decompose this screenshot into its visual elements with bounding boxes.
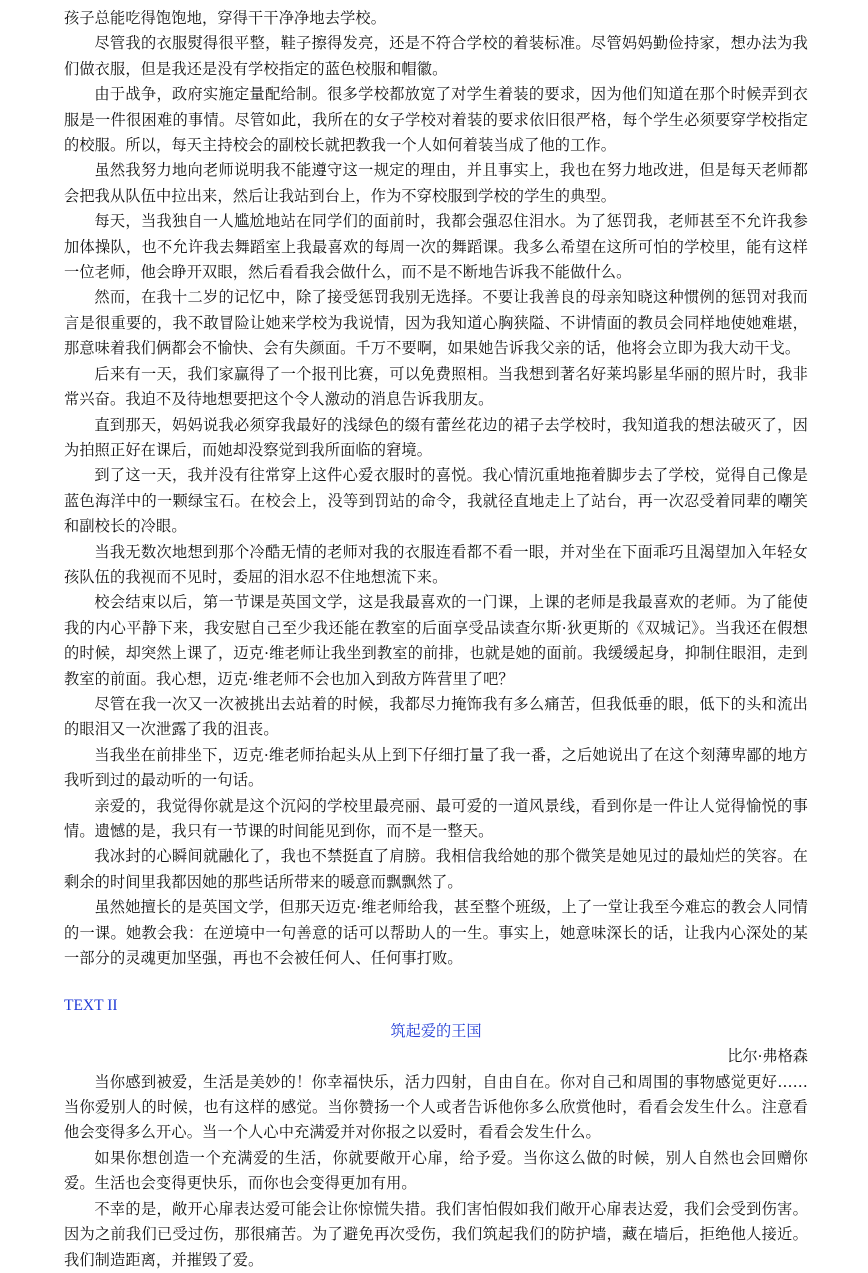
paragraph: 然而，在我十二岁的记忆中，除了接受惩罚我别无选择。不要让我善良的母亲知晓这种惯例的惩罚对我而言是很重要的，我不敢冒险让她来学校为我说情，因为我知道心胸狭隘、不讲情面的教员会同样地使她难堪，那意味着我们俩都会不愉快、会有失颜面。千万不要啊，如果她告诉我父亲的话，他将会立即为我大动干戈。 <box>64 288 808 358</box>
paragraph: 不幸的是，敞开心扉表达爱可能会让你惊慌失措。我们害怕假如我们敞开心扉表达爱，我们会受到伤害。因为之前我们已受过伤，那很痛苦。为了避免再次受伤，我们筑起我们的防护墙，藏在墙后，拒绝他人接近。我们制造距离，并摧毁了爱。 <box>64 1199 808 1269</box>
paragraph: 后来有一天，我们家赢得了一个报刊比赛，可以免费照相。当我想到著名好莱坞影星华丽的照片时，我非常兴奋。我迫不及待地想要把这个令人激动的消息告诉我朋友。 <box>64 364 808 409</box>
section-label: TEXT II <box>64 997 118 1015</box>
paragraph: 由于战争，政府实施定量配给制。很多学校都放宽了对学生着装的要求，因为他们知道在那个时候弄到衣服是一件很困难的事情。尽管如此，我所在的女子学校对着装的要求依旧很严格，每个学生必须要穿学校指定的校服。所以，每天主持校会的副校长就把教我一个人如何着装当成了他的工作。 <box>64 85 808 155</box>
document-page <box>64 6 808 1273</box>
paragraph: 我冰封的心瞬间就融化了，我也不禁挺直了肩膀。我相信我给她的那个微笑是她见过的最灿烂的笑容。在剩余的时间里我都因她的那些话所带来的暖意而飘飘然了。 <box>64 847 808 891</box>
article-author: 比尔·弗格森 <box>727 1047 808 1066</box>
paragraph: 当你感到被爱，生活是美妙的！你幸福快乐，活力四射，自由自在。你对自己和周围的事物感觉更好……当你爱别人的时候，也有这样的感觉。当你赞扬一个人或者告诉他你多么欣赏他时，看看会发生什么。注意看他会变得多么开心。当一个人心中充满爱并对你报之以爱时，看看会发生什么。 <box>64 1072 808 1142</box>
paragraph: 如果你想创造一个充满爱的生活，你就要敞开心扉，给予爱。当你这么做的时候，别人自然也会回赠你爱。生活也会变得更快乐，而你也会变得更加有用。 <box>64 1148 808 1193</box>
paragraph: 当我坐在前排坐下，迈克·维老师抬起头从上到下仔细打量了我一番，之后她说出了在这个刻薄卑鄙的地方我听到过的最动听的一句话。 <box>64 745 808 790</box>
paragraph: 尽管我的衣服熨得很平整，鞋子擦得发亮，还是不符合学校的着装标准。尽管妈妈勤俭持家，想办法为我们做衣服，但是我还是没有学校指定的蓝色校服和帽徽。 <box>64 34 808 78</box>
paragraph: 当我无数次地想到那个冷酷无情的老师对我的衣服连看都不看一眼，并对坐在下面乖巧且渴望加入年轻女孩队伍的我视而不见时，委屈的泪水忍不住地想流下来。 <box>64 542 808 586</box>
paragraph: 到了这一天，我并没有往常穿上这件心爱衣服时的喜悦。我心情沉重地拖着脚步去了学校，觉得自己像是蓝色海洋中的一颗绿宝石。在校会上，没等到罚站的命令，我就径直地走上了站台，再一次忍受着同辈的嘲笑和副校长的冷眼。 <box>64 466 808 536</box>
paragraph: 校会结束以后，第一节课是英国文学，这是我最喜欢的一门课，上课的老师是我最喜欢的老师。为了能使我的内心平静下来，我安慰自己至少我还能在教室的后面享受品读查尔斯·狄更斯的《双城记》。当我还在假想的时候，却突然上课了，迈克·维老师让我坐到教室的前排，也就是她的面前。我缓缓起身，抑制住眼泪，走到教室的前面。我心想，迈克·维老师不会也加入到敌方阵营里了吧？ <box>64 593 808 688</box>
paragraph: 直到那天，妈妈说我必须穿我最好的浅绿色的缀有蕾丝花边的裙子去学校时，我知道我的想法破灭了，因为拍照正好在课后，而她却没察觉到我所面临的窘境。 <box>64 415 808 459</box>
paragraph: 孩子总能吃得饱饱地，穿得干干净净地去学校。 <box>64 9 387 27</box>
paragraph: 虽然我努力地向老师说明我不能遵守这一规定的理由，并且事实上，我也在努力地改进，但是每天老师都会把我从队伍中拉出来，然后让我站到台上，作为不穿校服到学校的学生的典型。 <box>64 161 808 205</box>
paragraph: 亲爱的，我觉得你就是这个沉闷的学校里最亮丽、最可爱的一道风景线，看到你是一件让人觉得愉悦的事情。遗憾的是，我只有一节课的时间能见到你，而不是一整天。 <box>64 796 808 840</box>
paragraph: 尽管在我一次又一次被挑出去站着的时候，我都尽力掩饰我有多么痛苦，但我低垂的眼，低下的头和流出的眼泪又一次泄露了我的沮丧。 <box>64 694 808 739</box>
article-title: 筑起爱的王国 <box>390 1021 482 1040</box>
paragraph: 虽然她擅长的是英国文学，但那天迈克·维老师给我，甚至整个班级，上了一堂让我至今难忘的教会人同情的一课。她教会我：在逆境中一句善意的话可以帮助人的一生。事实上，她意味深长的话，让我内心深处的某一部分的灵魂更加坚强，再也不会被任何人、任何事打败。 <box>64 898 808 968</box>
paragraph: 每天，当我独自一人尴尬地站在同学们的面前时，我都会强忍住泪水。为了惩罚我，老师甚至不允许我参加体操队，也不允许我去舞蹈室上我最喜欢的每周一次的舞蹈课。我多么希望在这所可怕的学校里，能有这样一位老师，他会睁开双眼，然后看看我会做什么，而不是不断地告诉我不能做什么。 <box>64 212 808 282</box>
